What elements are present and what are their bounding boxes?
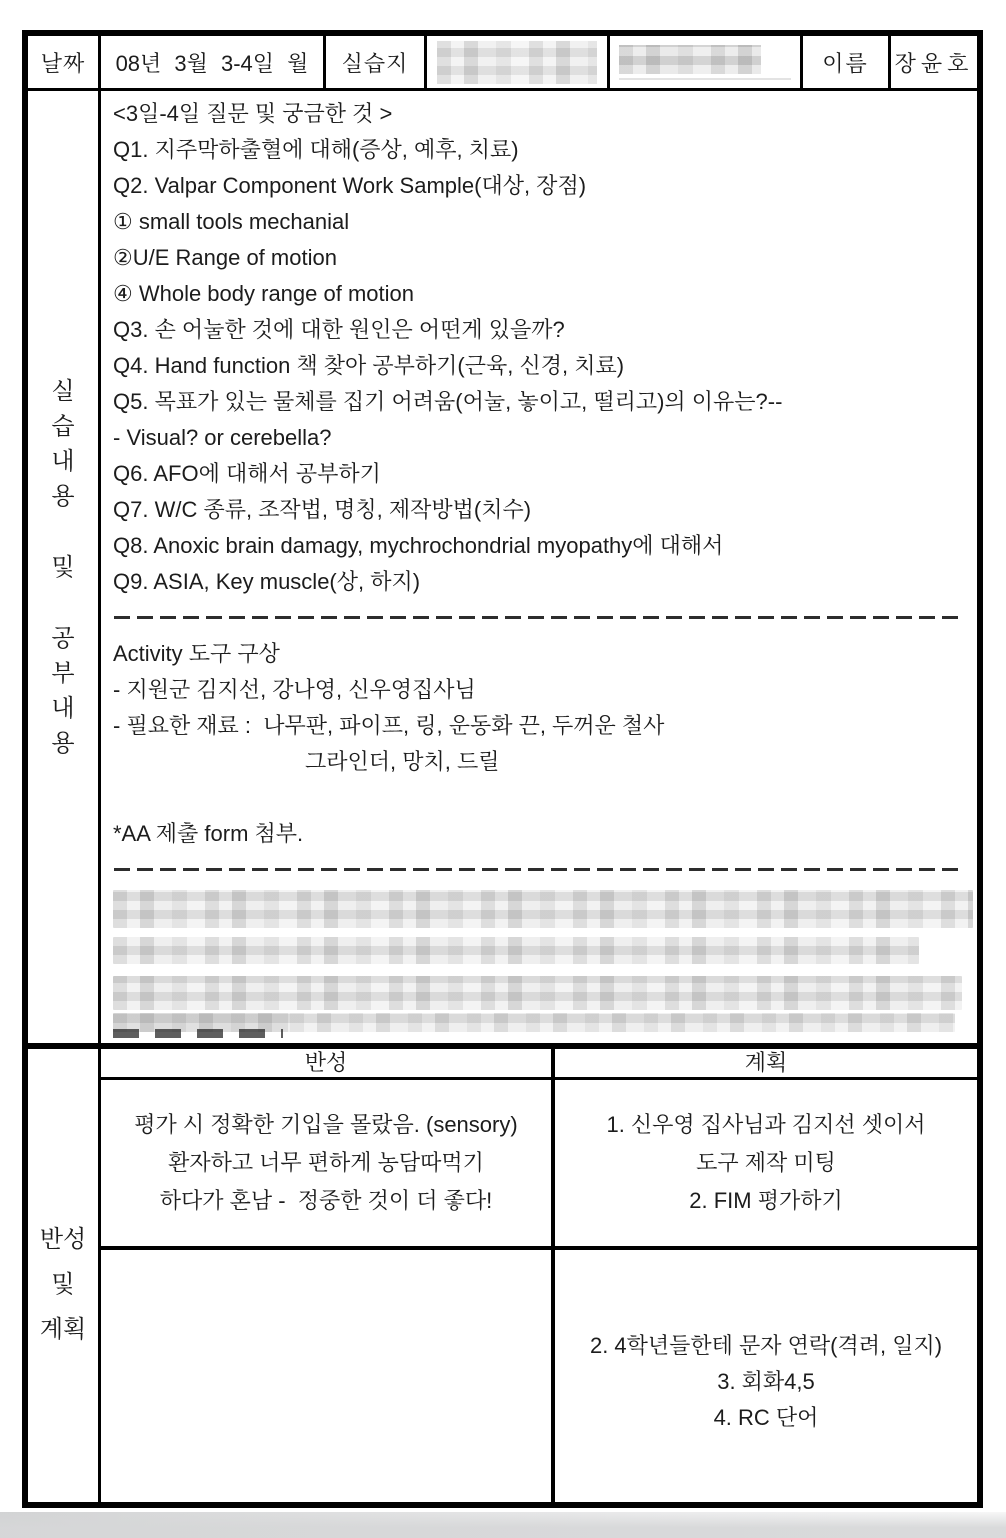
note-line: ④ Whole body range of motion — [113, 281, 414, 306]
note-line: Q8. Anoxic brain damagy, mychrochondrial myopathy에 대해서 — [113, 533, 724, 558]
note-line: - 필요한 재료 : 나무판, 파이프, 링, 운동화 끈, 두꺼운 철사 — [113, 713, 665, 738]
section-label-char: 및 — [51, 553, 75, 581]
name-value: 장윤호 — [894, 50, 974, 76]
section-label-word: 계획 — [39, 1316, 87, 1343]
redaction-row — [113, 976, 962, 1010]
note-line: <3일-4일 질문 및 궁금한 것 > — [113, 101, 393, 126]
redacted-notes-block — [113, 890, 977, 1038]
dashed-divider-line — [113, 852, 977, 888]
section-label-reflection-plan — [28, 1049, 101, 1502]
reflection-empty-cell — [101, 1250, 555, 1502]
note-line: Q7. W/C 종류, 조작법, 명칭, 제작방법(치수) — [113, 497, 532, 522]
note-line: ②U/E Range of motion — [113, 245, 337, 270]
plan-line: 4. RC 단어 — [713, 1405, 819, 1430]
note-line: Q4. Hand function 책 찾아 공부하기(근육, 신경, 치료) — [113, 353, 625, 378]
redaction-row — [113, 890, 973, 928]
redaction-block — [437, 41, 597, 84]
section-label-char: 내 — [51, 447, 75, 475]
redaction-block — [619, 45, 761, 74]
plan-line: 3. 회화4,5 — [717, 1369, 815, 1394]
section-label-char: 용 — [51, 729, 75, 757]
dashed-divider-line — [113, 600, 977, 636]
plan-items-top-cell — [555, 1080, 977, 1250]
plan-line: 2. 4학년들한테 문자 연락(격려, 일지) — [589, 1333, 943, 1358]
journal-table — [22, 30, 983, 1508]
section-label-char: 실 — [51, 377, 75, 405]
reflection-plan-grid — [101, 1049, 977, 1502]
note-line: Q5. 목표가 있는 물체를 집기 어려움(어눌, 놓이고, 떨리고)의 이유는?-- — [113, 389, 783, 414]
practice-site-value-redacted-2 — [610, 36, 803, 88]
note-line: - Visual? or cerebella? — [113, 425, 332, 450]
note-line: *AA 제출 form 첨부. — [113, 821, 304, 846]
plan-header: 계획 — [555, 1049, 977, 1080]
note-line: Q6. AFO에 대해서 공부하기 — [113, 461, 381, 486]
reflection-header: 반성 — [101, 1049, 555, 1080]
note-line: Activity 도구 구상 — [113, 641, 280, 666]
page-bottom-shadow — [0, 1512, 1006, 1538]
section-label-practice-study — [28, 91, 101, 1043]
name-label: 이름 — [803, 36, 891, 88]
redaction-block-wrap — [619, 45, 791, 80]
section-label-char: 부 — [51, 659, 75, 687]
note-line: 그라인더, 망치, 드릴 — [305, 749, 500, 774]
note-line: ① small tools mechanial — [113, 209, 350, 234]
note-line: Q3. 손 어눌한 것에 대한 원인은 어떤게 있을까? — [113, 317, 565, 342]
plan-items-bottom-cell — [555, 1250, 977, 1502]
reflection-line: 평가 시 정확한 기입을 몰랐음. (sensory) — [134, 1112, 518, 1137]
practice-site-value-redacted-1 — [427, 36, 610, 88]
body-row — [28, 91, 977, 1049]
cutoff-text-fragment — [113, 1029, 283, 1038]
note-line: Q2. Valpar Component Work Sample(대상, 장점) — [113, 173, 587, 198]
note-line: Q9. ASIA, Key muscle(상, 하지) — [113, 569, 421, 594]
section-label-char: 습 — [51, 412, 75, 440]
reflection-line: 환자하고 너무 편하게 농담따먹기 — [168, 1150, 484, 1175]
practice-site-label: 실습지 — [326, 36, 427, 88]
plan-line: 1. 신우영 집사님과 김지선 셋이서 — [606, 1112, 926, 1137]
blank-line — [113, 780, 977, 816]
reflection-notes-cell — [101, 1080, 555, 1250]
reflection-plan-section — [28, 1049, 977, 1502]
note-line: - 지원군 김지선, 강나영, 신우영집사님 — [113, 677, 476, 702]
practice-notes-content — [101, 91, 977, 1043]
section-label-char: 공 — [51, 624, 75, 652]
header-row — [28, 36, 977, 91]
date-value: 08년 3월 3-4일 월 — [101, 36, 326, 88]
date-label: 날짜 — [28, 36, 101, 88]
section-label-char: 용 — [51, 482, 75, 510]
section-label-char: 내 — [51, 694, 75, 722]
redaction-row — [113, 937, 919, 964]
reflection-line: 하다가 혼남 - 정중한 것이 더 좋다! — [159, 1188, 493, 1213]
section-label-word: 반성 — [39, 1226, 87, 1253]
plan-line: 2. FIM 평가하기 — [689, 1188, 843, 1213]
plan-line: 도구 제작 미팅 — [696, 1150, 836, 1175]
section-label-word: 및 — [51, 1271, 75, 1298]
note-line: Q1. 지주막하출혈에 대해(증상, 예후, 치료) — [113, 137, 519, 162]
